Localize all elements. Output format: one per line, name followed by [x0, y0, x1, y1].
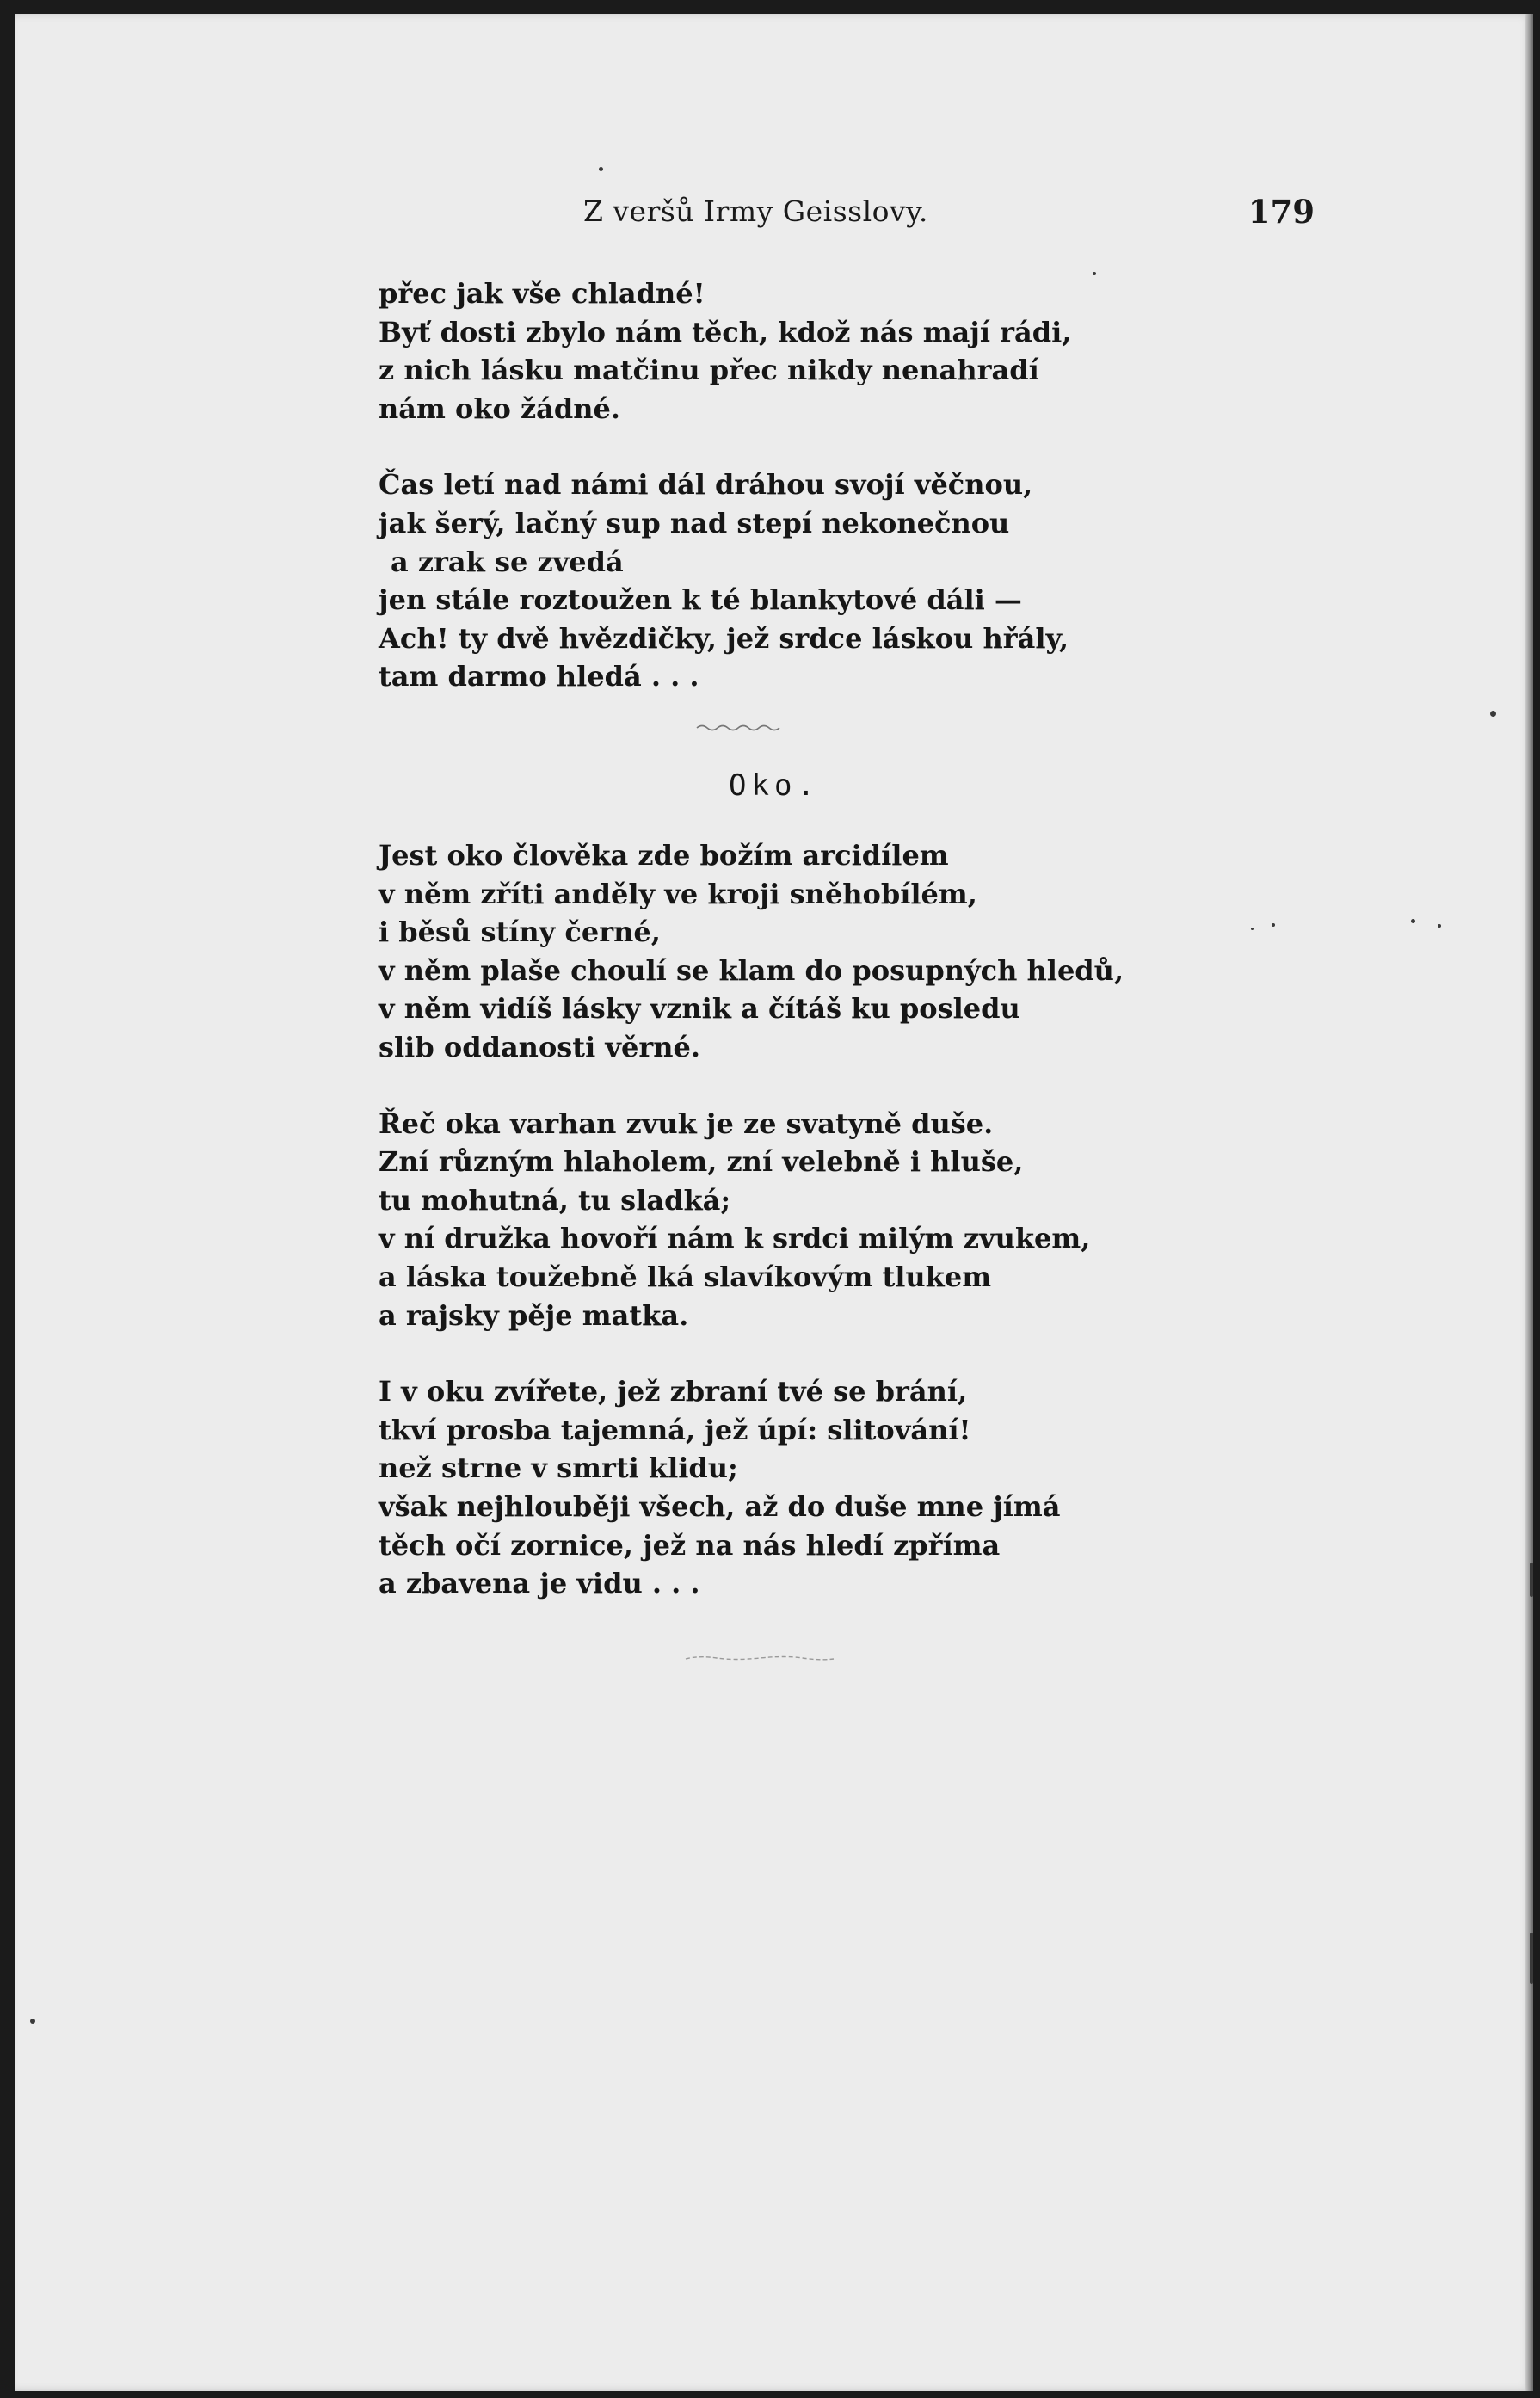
book-page: [15, 14, 1533, 2391]
verse-line: tu mohutná, tu sladká;: [379, 1183, 731, 1217]
scan-speck: [1530, 1933, 1533, 1984]
stanza: [379, 836, 1153, 1067]
verse-line: a rajsky pěje matka.: [379, 1298, 689, 1332]
poem-title: Oko.: [729, 768, 820, 803]
running-title: Z veršů Irmy Geisslovy.: [583, 194, 928, 228]
verse-line: Čas letí nad námi dál dráhou svojí věčnou,: [379, 468, 1033, 502]
verse-line: však nejhlouběji všech, až do duše mne jímá: [379, 1489, 1061, 1523]
wavy-divider-ornament: [695, 722, 781, 734]
verse-line: Řeč oka varhan zvuk je ze svatyně duše.: [379, 1107, 994, 1140]
verse-line: tkví prosba tajemná, jež úpí: slitování!: [379, 1413, 971, 1446]
poem-continuation: [379, 274, 1153, 696]
scan-speck: [1093, 272, 1096, 275]
poem-body: [379, 836, 1153, 1603]
scan-speck: [1490, 711, 1496, 717]
stanza: [379, 1105, 1153, 1335]
verse-line: a láska toužebně lká slavíkovým tlukem: [379, 1260, 992, 1293]
verse-line: slib oddanosti věrné.: [379, 1030, 700, 1063]
verse-line: tam darmo hledá . . .: [379, 660, 699, 694]
verse-line: Jest oko člověka zde božím arcidílem: [379, 839, 949, 872]
verse-line: I v oku zvířete, jež zbraní tvé se brání,: [379, 1375, 968, 1409]
page-number: 179: [1247, 193, 1315, 231]
scan-speck: [30, 2019, 35, 2024]
verse-line: než strne v smrti klidu;: [379, 1452, 738, 1485]
verse-line: jen stále roztoužen k té blankytové dáli —: [379, 583, 1022, 617]
verse-line: a zbavena je vidu . . .: [379, 1567, 700, 1600]
scan-speck: [1272, 923, 1275, 927]
verse-line: přec jak vše chladné!: [379, 277, 705, 310]
page-header: [583, 194, 1315, 236]
scan-speck: [1411, 919, 1415, 923]
verse-line: nám oko žádné.: [379, 391, 621, 425]
end-divider-ornament: [682, 1653, 837, 1665]
scan-speck: [1251, 928, 1254, 930]
verse-line: v ní družka hovoří nám k srdci milým zvukem,: [379, 1222, 1091, 1255]
verse-line: Zní různým hlaholem, zní velebně i hluše,: [379, 1145, 1024, 1179]
scan-speck: [599, 167, 603, 171]
verse-line: v něm zříti anděly ve kroji sněhobílém,: [379, 877, 977, 910]
scan-speck: [1530, 1563, 1533, 1597]
verse-line: těch očí zornice, jež na nás hledí zpříma: [379, 1528, 1001, 1562]
scan-speck: [1438, 924, 1441, 928]
stanza: [379, 1372, 1153, 1603]
verse-line: Ach! ty dvě hvězdičky, jež srdce láskou hřály,: [379, 621, 1069, 655]
page-edge-shadow: [1525, 14, 1533, 2391]
verse-line: a zrak se zvedá: [391, 545, 624, 578]
verse-line: jak šerý, lačný sup nad stepí nekonečnou: [379, 506, 1010, 539]
stanza: [379, 274, 1153, 428]
verse-line: z nich lásku matčinu přec nikdy nenahradí: [379, 354, 1039, 387]
verse-line: Byť dosti zbylo nám těch, kdož nás mají rádi,: [379, 315, 1072, 348]
stanza: [379, 465, 1153, 696]
verse-line: v něm plaše choulí se klam do posupných hledů,: [379, 953, 1124, 987]
verse-line: i běsů stíny černé,: [379, 915, 661, 949]
verse-line: v něm vidíš lásky vznik a čítáš ku posledu: [379, 992, 1020, 1026]
